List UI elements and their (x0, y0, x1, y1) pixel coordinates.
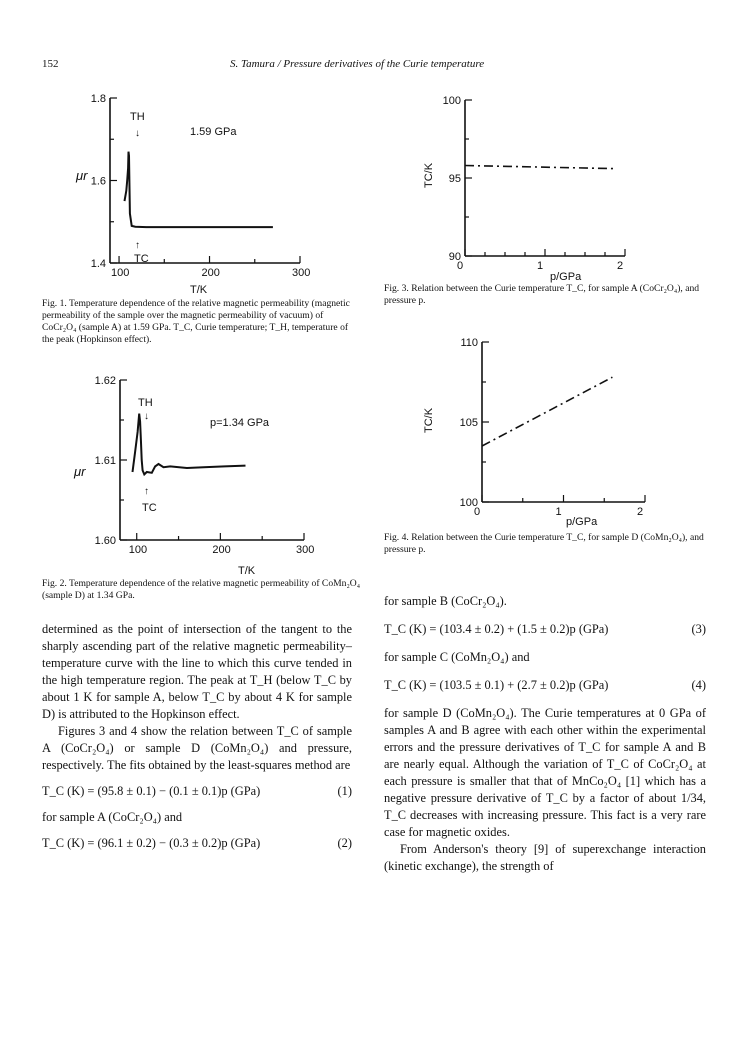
equation-1 (42, 784, 352, 799)
fig1-y-tick-label: 1.4 (90, 258, 106, 270)
fig1-y-tick-label: 1.6 (90, 175, 106, 188)
right-column (384, 593, 706, 875)
fig3-x-tick-label: 0 (457, 260, 464, 272)
equation-3 (384, 622, 706, 637)
fig1-x-axis-label: T/K (190, 284, 208, 295)
figure-4-caption: Fig. 4. Relation between the Curie temperature T_C, for sample D (CoMn₂O₄), and pressure p. (384, 532, 704, 555)
fig1-tc-arrow: ↑ (135, 240, 140, 251)
paragraph-4: From Anderson's theory [9] of superexchange interaction (kinetic exchange), the strength of (384, 842, 706, 873)
fig1-th-arrow: ↓ (135, 128, 140, 139)
equation-1-text: T_C (K) = (95.8 ± 0.1) − (0.1 ± 0.1)p (GPa) (42, 784, 261, 798)
fig4-series-line (482, 377, 612, 446)
before-equation-3: for sample B (CoCr₂O₄). (384, 594, 507, 608)
fig4-x-tick-label: 2 (637, 506, 644, 518)
fig2-y-tick-label: 1.60 (94, 535, 116, 547)
fig2-x-tick-label: 100 (128, 544, 148, 556)
fig1-y-axis-label: μr (76, 168, 88, 183)
equation-4 (384, 678, 706, 693)
fig2-th-arrow: ↓ (144, 411, 149, 422)
fig1-x-tick-label: 200 (201, 267, 220, 279)
fig4-x-tick-label: 1 (555, 506, 562, 518)
fig3-series-line (465, 166, 613, 169)
fig3-x-tick-label: 1 (537, 260, 544, 272)
after-equation-3: for sample C (CoMn₂O₄) and (384, 650, 530, 664)
fig3-y-tick-label: 95 (448, 173, 461, 185)
fig1-tc-label: TC (134, 253, 149, 265)
figure-1-chart (60, 80, 360, 295)
fig2-x-axis-label: T/K (238, 565, 256, 577)
fig3-y-tick-label: 100 (442, 95, 461, 107)
figure-4-chart (420, 330, 650, 528)
equation-4-text: T_C (K) = (103.5 ± 0.1) + (2.7 ± 0.2)p (GPa) (384, 678, 609, 692)
running-title: S. Tamura / Pressure derivatives of the Curie temperature (230, 58, 485, 70)
fig3-x-axis-label: p/GPa (550, 271, 582, 283)
figure-2-caption: Fig. 2. Temperature dependence of the relative magnetic permeability of CoMn₂O₄ (sample D) at 1.34 GPa. (42, 578, 361, 601)
fig2-y-tick-label: 1.61 (94, 455, 116, 467)
fig2-th-label: TH (138, 397, 153, 409)
fig2-pressure-label: p=1.34 GPa (210, 417, 270, 429)
fig3-x-tick-label: 2 (617, 260, 624, 272)
fig1-pressure-label: 1.59 GPa (190, 126, 237, 138)
fig2-x-tick-label: 300 (296, 544, 315, 556)
fig2-tc-label: TC (142, 502, 157, 514)
equation-3-text: T_C (K) = (103.4 ± 0.2) + (1.5 ± 0.2)p (GPa) (384, 622, 609, 636)
figure-3-caption: Fig. 3. Relation between the Curie temperature T_C, for sample A (CoCr₂O₄), and pressure p. (384, 283, 700, 306)
equation-3-number: (3) (691, 622, 706, 636)
figure-1-caption: Fig. 1. Temperature dependence of the relative magnetic permeability (magnetic permeability of the sample over the magnetic permeability of vacuum) of CoCr₂O₄ (sample A) at 1.59 GPa. T_C, Curie temperature; T_H, temperature of the peak (Hopkinson effect). (42, 298, 350, 345)
fig1-y-tick-label: 1.8 (90, 93, 106, 105)
equation-2-text: T_C (K) = (96.1 ± 0.2) − (0.3 ± 0.2)p (GPa) (42, 836, 261, 850)
fig1-x-tick-label: 100 (111, 267, 130, 279)
left-column (42, 621, 352, 851)
fig2-x-tick-label: 200 (212, 544, 231, 556)
fig2-y-axis-label: μr (74, 464, 86, 479)
equation-1-number: (1) (337, 784, 352, 798)
paragraph-1: determined as the point of intersection of the tangent to the sharply ascending part of the relative magnetic permeability–temperature curve with the line to which this curve tended in the high temperature region. The peak at T_H (below T_C by about 1 K for sample A, below T_C by about 4 K for sample D) is attributed to the Hopkinson effect. (42, 622, 352, 721)
after-equation-1: for sample A (CoCr₂O₄) and (42, 810, 183, 824)
fig1-th-label: TH (130, 111, 145, 123)
fig2-y-tick-label: 1.62 (94, 375, 116, 387)
fig1-series-line (125, 152, 273, 228)
page-number: 152 (42, 58, 59, 70)
fig4-x-tick-label: 0 (474, 506, 481, 518)
figure-3-chart (420, 88, 650, 283)
fig1-x-tick-label: 300 (292, 267, 311, 279)
fig3-y-tick-label: 90 (448, 251, 461, 263)
equation-4-number: (4) (691, 678, 706, 692)
fig4-y-tick-label: 105 (459, 417, 478, 429)
figure-2-chart (60, 368, 360, 578)
fig4-y-axis-label: TC/K (423, 407, 435, 433)
equation-2 (42, 836, 352, 851)
paragraph-2: Figures 3 and 4 show the relation between T_C of sample A (CoCr₂O₄) or sample D (CoMn₂O₄) and pressure, respectively. The fits obtained by the least-squares method are (42, 724, 352, 772)
equation-2-number: (2) (337, 836, 352, 850)
fig4-y-tick-label: 100 (459, 497, 478, 509)
fig3-y-axis-label: TC/K (423, 162, 435, 188)
fig4-x-axis-label: p/GPa (566, 516, 598, 528)
paragraph-3: for sample D (CoMn₂O₄). The Curie temperatures at 0 GPa of samples A and B agree with each other within the experimental errors and the pressure derivatives of T_C for sample A and B are nearly equal. Although the variation of T_C of CoCr₂O₄ at each pressure is smaller that that of MnCo₂O₄ [1] which has a negative pressure derivative of T_C by a factor of about 1/34, T_C decreases with increasing pressure. This fact is a very rare case for magnetic oxides. (384, 706, 706, 839)
fig4-y-tick-label: 110 (460, 337, 478, 349)
fig2-tc-arrow: ↑ (144, 486, 149, 497)
